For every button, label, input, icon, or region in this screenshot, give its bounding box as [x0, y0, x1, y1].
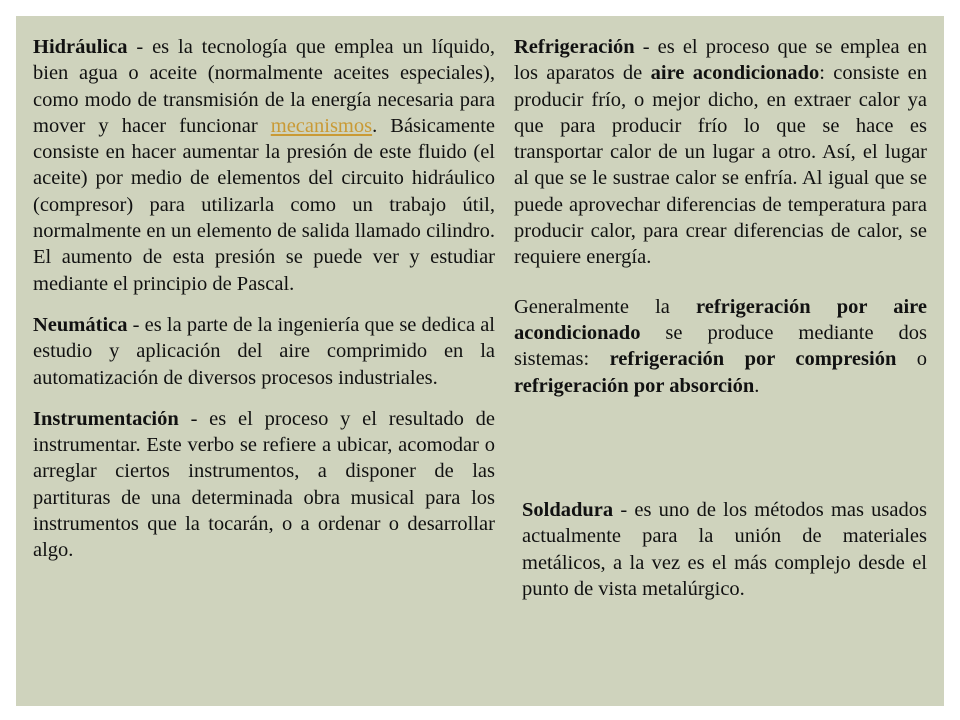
hidraulica-text-before-link: - es la tecnología que emplea un líquido, bien agua o aceite (normalmente aceites especiales), como modo de transmisión de la energía necesaria para mover y hacer funcionar — [33, 36, 495, 137]
generalmente-text-2: se produce mediante dos sistemas: — [514, 321, 927, 371]
neumatica-text: - es la parte de la ingeniería que se dedica al estudio y aplicación del aire comprimido en la automatización de diversos procesos industriales. — [33, 313, 495, 389]
instrumentacion-text: - es el proceso y el resultado de instrumentar. Este verbo se refiere a ubicar, acomodar o arreglar ciertos instrumentos, a disponer de las partituras de una determinada obra musical para los instrumentos que la tocarán, o a ordenar o desarrollar algo. — [33, 407, 495, 562]
term-refrigeracion: Refrigeración — [514, 36, 635, 58]
generalmente-bold-3: refrigeración por absorción — [514, 374, 755, 397]
paragraph-soldadura — [522, 497, 927, 602]
generalmente-text-4: . — [754, 374, 760, 397]
left-column — [33, 34, 495, 564]
slide-panel — [16, 16, 944, 706]
right-column-bottom — [522, 497, 927, 602]
soldadura-text: - es uno de los métodos mas usados actualmente para la unión de materiales metálicos, a la vez es el más complejo desde el punto de vista metalúrgico. — [522, 499, 927, 600]
hidraulica-text-after-link: . Básicamente consiste en hacer aumentar la presión de este fluido (el aceite) por medio de elementos del circuito hidráulico (compresor) para utilizarla como un trabajo útil, normalmente en un elemento de salida llamado cilindro. El aumento de esta presión se puede ver y estudiar mediante el principio de Pascal. — [33, 114, 496, 295]
refrigeracion-bold-aire-acondicionado: aire acondicionado — [650, 62, 820, 85]
refrigeracion-text-1: - es el proceso que se emplea en los aparatos de — [514, 36, 927, 85]
refrigeracion-text-2: : consiste en producir frío, o mejor dicho, en extraer calor ya que para producir frío lo que se hace es transportar calor de un lugar a otro. Así, el lugar al que se le sustrae calor se enfría. Al igual que se puede aprovechar diferencias de temperatura para producir calor, para crear diferencias de calor, se requiere energía. — [514, 62, 927, 269]
paragraph-generalmente — [514, 294, 927, 399]
paragraph-neumatica — [33, 312, 495, 391]
term-hidraulica: Hidráulica — [33, 36, 128, 58]
right-column-top — [514, 34, 927, 399]
paragraph-instrumentacion — [33, 406, 495, 564]
paragraph-hidraulica — [33, 34, 495, 297]
generalmente-bold-1: refrigeración por aire acondicionado — [514, 295, 927, 344]
term-neumatica: Neumática — [33, 313, 128, 336]
term-soldadura: Soldadura — [522, 499, 614, 521]
generalmente-bold-2: refrigeración por compresión — [609, 348, 897, 371]
mecanismos-link[interactable]: mecanismos — [270, 114, 373, 137]
generalmente-text-1: Generalmente la — [514, 295, 696, 318]
paragraph-refrigeracion — [514, 34, 927, 271]
term-instrumentacion: Instrumentación — [33, 407, 179, 430]
generalmente-text-3: o — [896, 348, 927, 371]
